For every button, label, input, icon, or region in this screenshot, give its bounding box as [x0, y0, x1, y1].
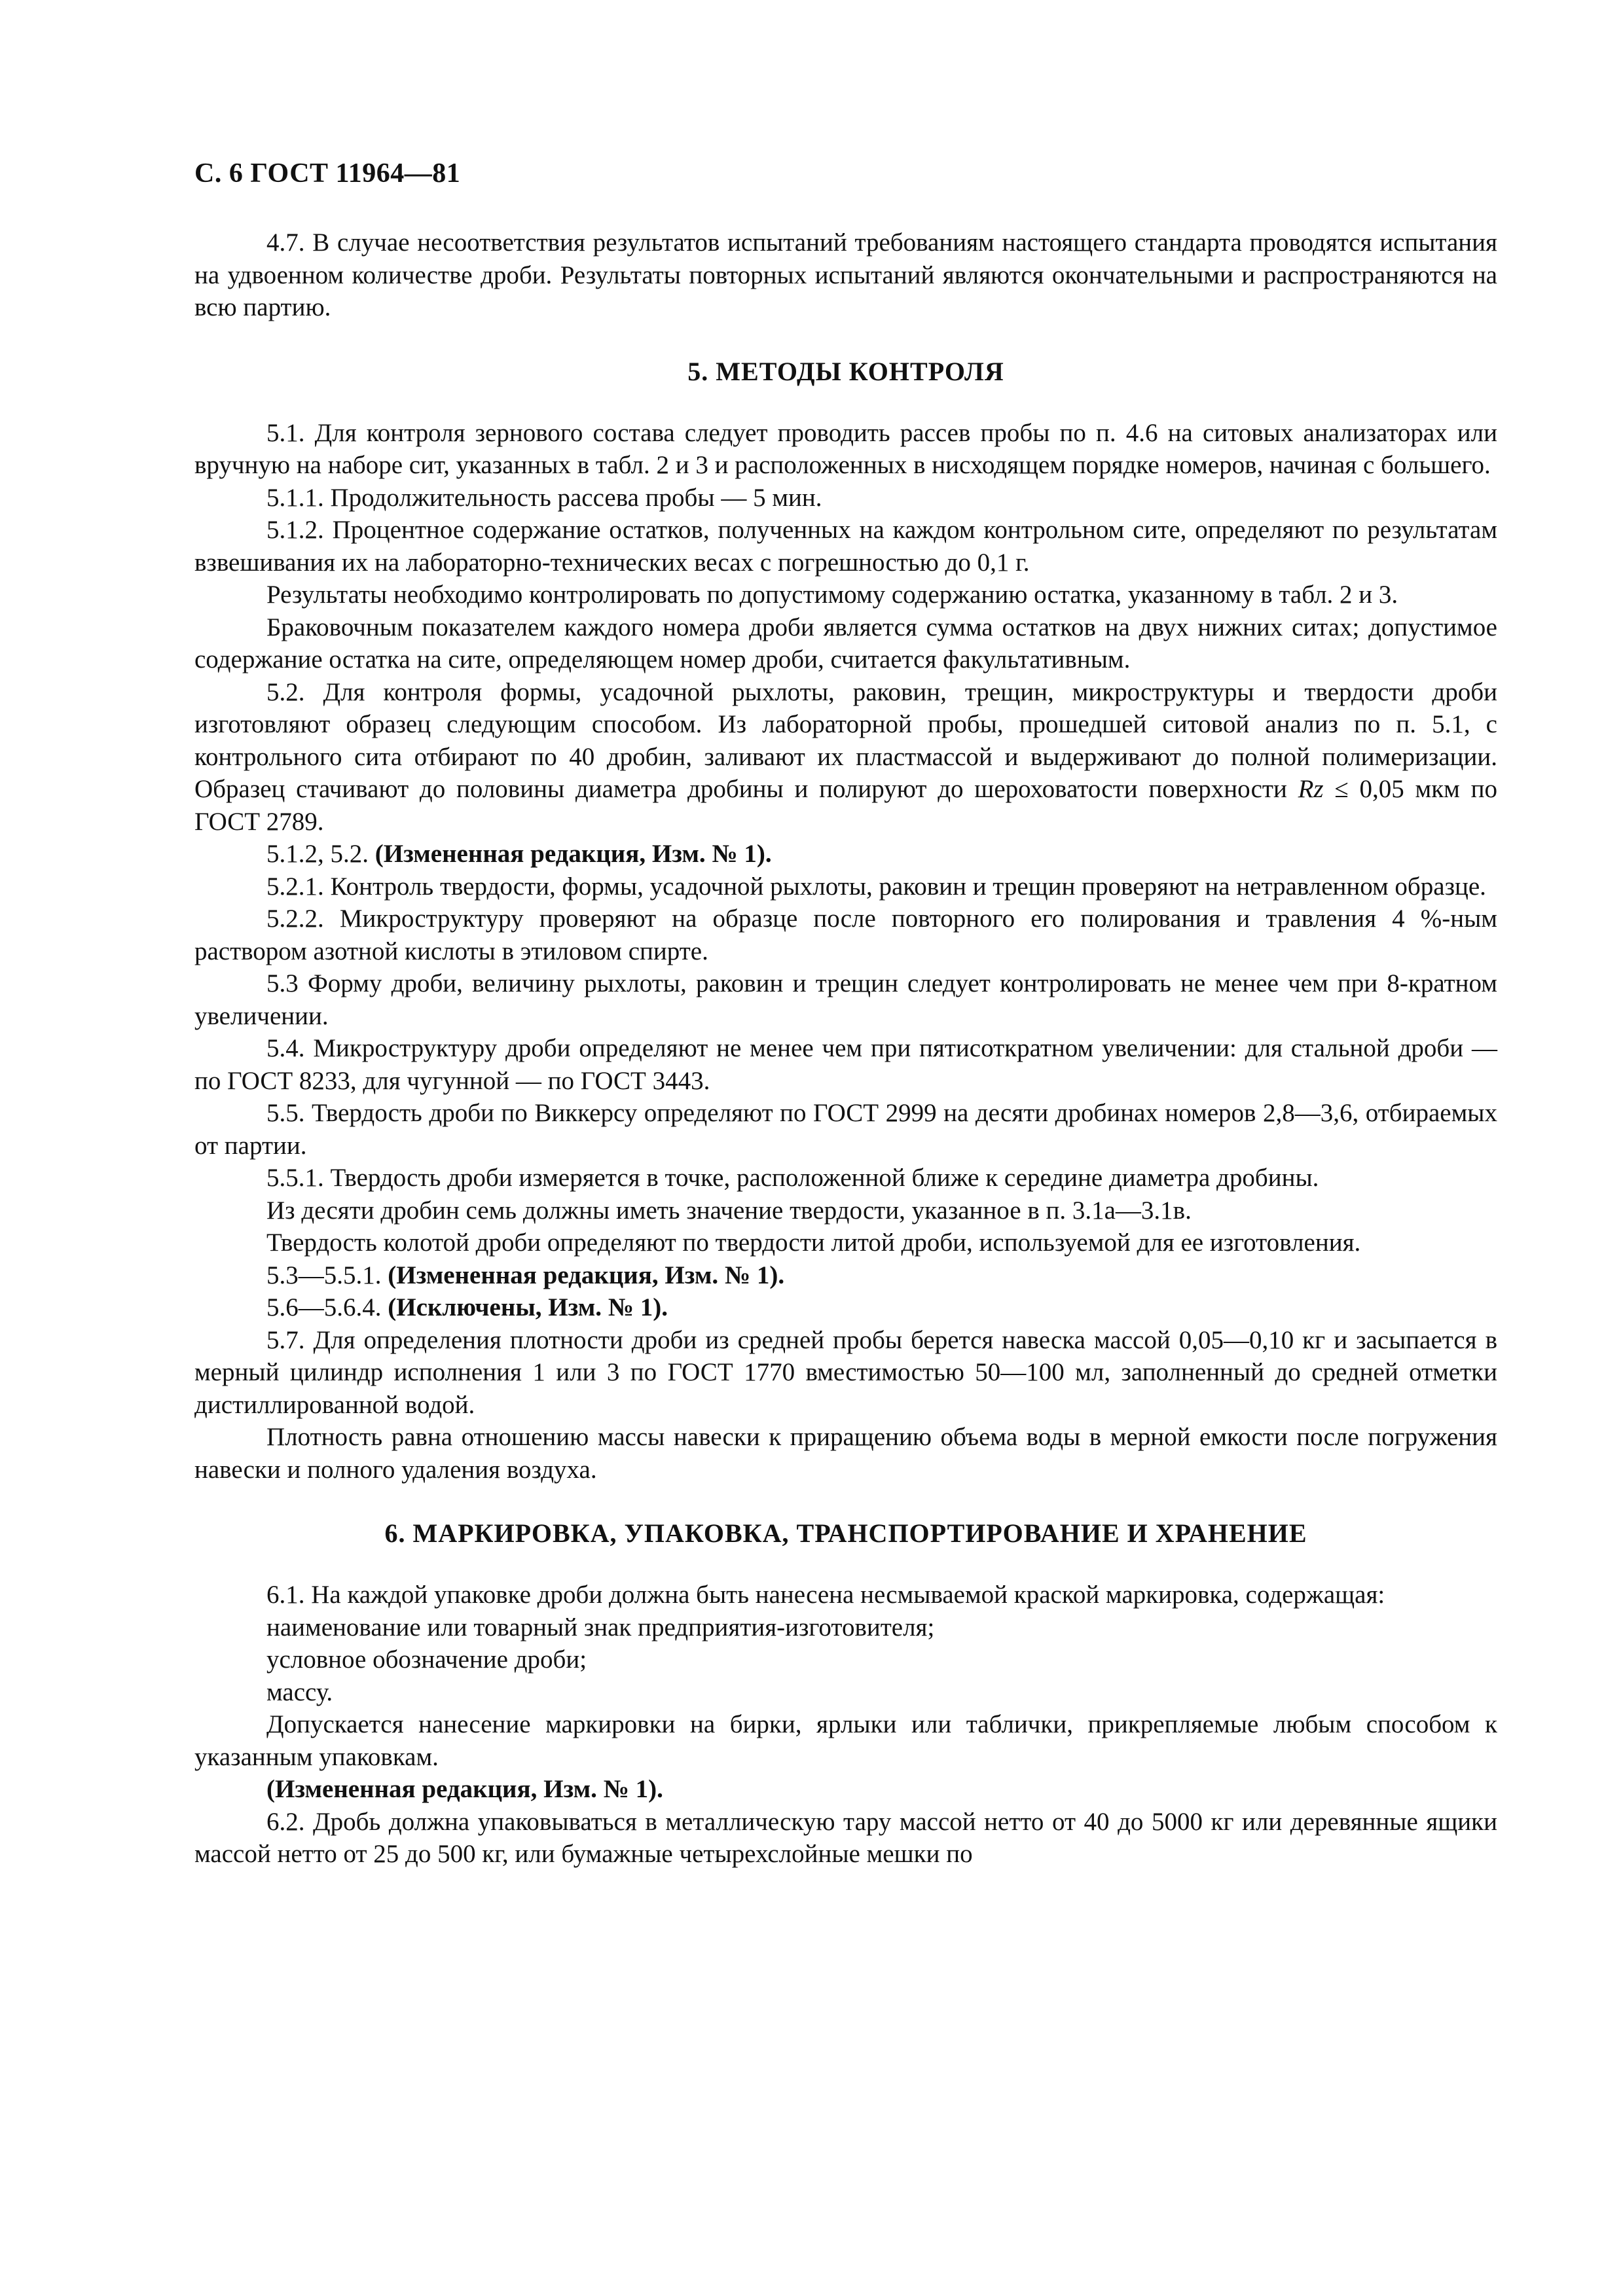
paragraph-6-1: 6.1. На каждой упаковке дроби должна быть нанесена несмываемой краской маркировка, содержащая: — [266, 1581, 1385, 1609]
rz-symbol: Rz — [1298, 775, 1324, 803]
marking-item-manufacturer: наименование или товарный знак предприятия-изготовителя; — [266, 1613, 935, 1641]
paragraph-5-5-1-chipped: Твердость колотой дроби определяют по твердости литой дроби, используемой для ее изготовления. — [266, 1229, 1361, 1257]
paragraph-5-2-text: 5.2. Для контроля формы, усадочной рыхлоты, раковин, трещин, микроструктуры и твердости дроби изготовляют образец следующим способом. Из лабораторной пробы, прошедшей ситовой анализ по п. 5.1, с контрольного сита отбирают по 40 дробин, заливают их пластмассой и выдерживают до полной полимеризации. Образец стачивают до половины диаметра дробины и полируют до шероховатости поверхности — [194, 677, 1497, 803]
amendment-label: (Измененная редакция, Изм. № 1). — [388, 1261, 785, 1289]
paragraph-6-1-tags: Допускается нанесение маркировки на бирки, ярлыки или таблички, прикрепляемые любым способом к указанным упаковкам. — [194, 1710, 1497, 1771]
paragraph-5-1-2-results: Результаты необходимо контролировать по допустимому содержанию остатка, указанному в табл. 2 и 3. — [266, 581, 1398, 609]
section-title-5: 5. МЕТОДЫ КОНТРОЛЯ — [687, 356, 1004, 386]
marking-item-mass: массу. — [266, 1677, 333, 1706]
amendment-label: (Измененная редакция, Изм. № 1). — [374, 840, 772, 868]
paragraph-5-4: 5.4. Микроструктуру дроби определяют не менее чем при пятисоткратном увеличении: для стальной дроби — по ГОСТ 8233, для чугунной — по ГОСТ 3443. — [194, 1034, 1497, 1095]
amendment-label: (Исключены, Изм. № 1). — [388, 1293, 668, 1321]
paragraph-6-2: 6.2. Дробь должна упаковываться в металлическую тару массой нетто от 40 до 5000 кг или деревянные ящики массой нетто от 25 до 500 кг, или бумажные четырехслойные мешки по — [194, 1807, 1497, 1868]
paragraph-5-5: 5.5. Твердость дроби по Виккерсу определяют по ГОСТ 2999 на десяти дробинах номеров 2,8—3,6, отбираемых от партии. — [194, 1099, 1497, 1160]
paragraph-5-5-1-count: Из десяти дробин семь должны иметь значение твердости, указанное в п. 3.1а—3.1в. — [266, 1196, 1192, 1225]
amendment-note-6-1: (Измененная редакция, Изм. № 1). — [266, 1775, 663, 1803]
amendment-ref: 5.1.2, 5.2. — [266, 840, 375, 868]
paragraph-5-2-1: 5.2.1. Контроль твердости, формы, усадочной рыхлоты, раковин и трещин проверяют на нетравленном образце. — [266, 872, 1486, 901]
paragraph-5-3: 5.3 Форму дроби, величину рыхлоты, раковин и трещин следует контролировать не менее чем при 8-кратном увеличении. — [194, 969, 1497, 1030]
paragraph-5-7: 5.7. Для определения плотности дроби из средней пробы берется навеска массой 0,05—0,10 кг и засыпается в мерный цилиндр исполнения 1 или 3 по ГОСТ 1770 вместимостью 50—100 мл, заполненный до средней отметки дистиллированной водой. — [194, 1325, 1497, 1419]
amendment-note-5-2 — [194, 838, 1497, 870]
amendment-note-5-5-1 — [194, 1259, 1497, 1292]
paragraph-5-7-density: Плотность равна отношению массы навески к приращению объема воды в мерной емкости после погружения навески и полного удаления воздуха. — [194, 1423, 1497, 1484]
paragraph-5-1: 5.1. Для контроля зернового состава следует проводить рассев пробы по п. 4.6 на ситовых анализаторах или вручную на наборе сит, указанных в табл. 2 и 3 и расположенных в нисходящем порядке номеров, начиная с большего. — [194, 418, 1497, 479]
paragraph-5-2-tail: ≤ 0,05 мкм по ГОСТ 2789. — [194, 775, 1497, 836]
amendment-ref: 5.6—5.6.4. — [266, 1293, 388, 1321]
document-page — [194, 157, 1497, 1871]
page-header: С. 6 ГОСТ 11964—81 — [194, 158, 461, 188]
paragraph-5-1-1: 5.1.1. Продолжительность рассева пробы — 5 мин. — [266, 483, 822, 512]
section-title-6: 6. МАРКИРОВКА, УПАКОВКА, ТРАНСПОРТИРОВАНИЕ И ХРАНЕНИЕ — [384, 1518, 1307, 1548]
paragraph-5-2-2: 5.2.2. Микроструктуру проверяют на образце после повторного его полирования и травления 4 %-ным раствором азотной кислоты в этиловом спирте. — [194, 905, 1497, 965]
marking-item-designation: условное обозначение дроби; — [266, 1645, 587, 1674]
paragraph-4-7: 4.7. В случае несоответствия результатов испытаний требованиям настоящего стандарта проводятся испытания на удвоенном количестве дроби. Результаты повторных испытаний являются окончательными и распространяются на всю партию. — [194, 228, 1497, 321]
paragraph-5-2 — [194, 676, 1497, 838]
paragraph-5-5-1: 5.5.1. Твердость дроби измеряется в точке, расположенной ближе к середине диаметра дробины. — [266, 1164, 1319, 1192]
amendment-note-5-6 — [194, 1291, 1497, 1324]
paragraph-5-1-2-reject: Браковочным показателем каждого номера дроби является сумма остатков на двух нижних ситах; допустимое содержание остатка на сите, определяющем номер дроби, считается факультативным. — [194, 613, 1497, 673]
amendment-ref: 5.3—5.5.1. — [266, 1261, 388, 1289]
paragraph-5-1-2: 5.1.2. Процентное содержание остатков, полученных на каждом контрольном сите, определяют по результатам взвешивания их на лабораторно-технических весах с погрешностью до 0,1 г. — [194, 516, 1497, 577]
